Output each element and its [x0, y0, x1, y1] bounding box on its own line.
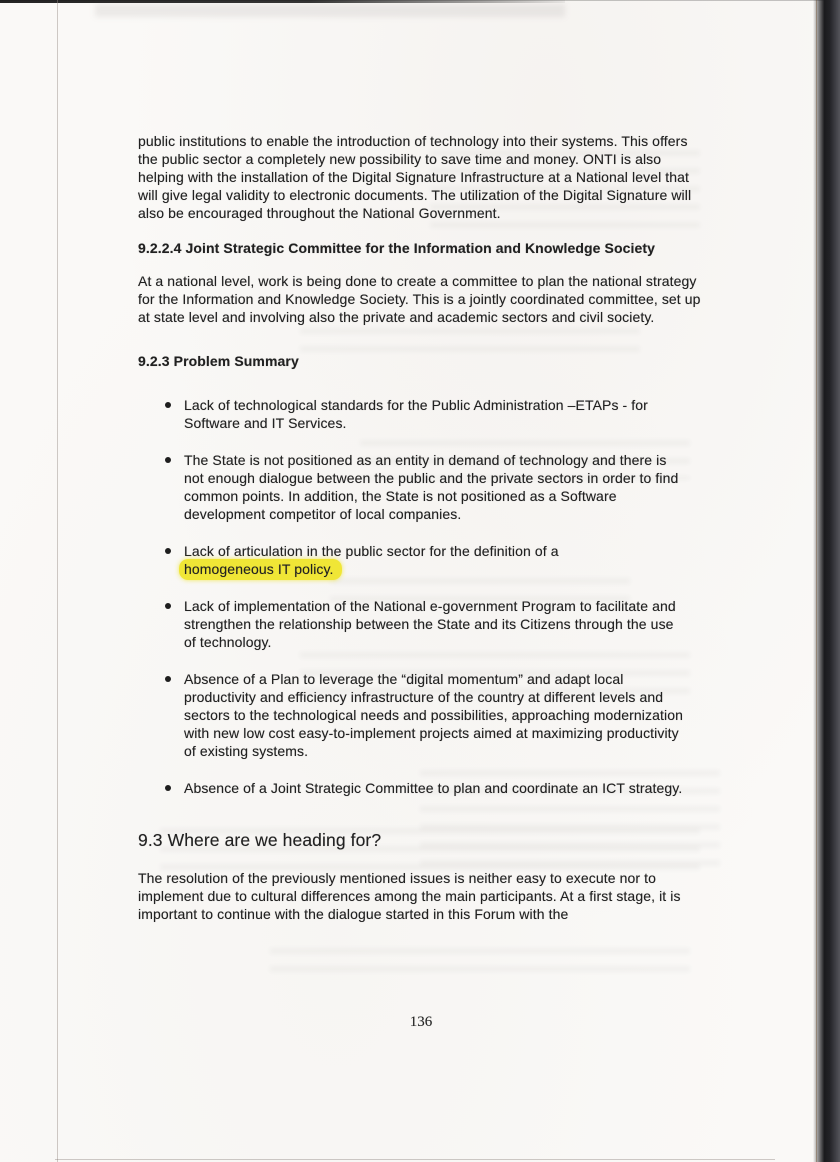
bullet-text: Absence of a Plan to leverage the “digital momentum” and adapt local productivity and efficiency infrastructure of the country at different levels and sectors to the technological needs and possibilities, approaching modernization with new low cost easy-to-implement projects aimed at maximizing productivity of existing systems. — [184, 671, 683, 759]
bullet-item — [184, 597, 689, 651]
bullet-text: Lack of technological standards for the Public Administration –ETAPs - for Software and IT Services. — [184, 397, 648, 431]
section-heading-9-2-2-4: 9.2.2.4 Joint Strategic Committee for the Information and Knowledge Society — [138, 240, 656, 256]
bullet-item-with-highlight — [184, 542, 689, 578]
section-9-2-2-4-paragraph: At a national level, work is being done to create a committee to plan the national strategy for the Information and Knowledge Society. This is a jointly coordinated committee, set up at state level and involving also the private and academic sectors and civil society. — [138, 273, 701, 325]
scan-top-smudge — [95, 4, 565, 17]
document-text-column — [138, 132, 704, 923]
bullet-text: Lack of implementation of the National e-government Program to facilitate and strengthen the relationship between the State and its Citizens through the use of technology. — [184, 598, 676, 650]
problem-summary-list — [138, 396, 704, 797]
bullet-item — [184, 779, 689, 797]
highlight-marker: homogeneous IT policy. — [179, 559, 342, 580]
bullet-item — [184, 451, 689, 523]
scan-right-edge-artifact — [813, 0, 840, 1162]
section-9-3-paragraph: The resolution of the previously mentioned issues is neither easy to execute nor to implement due to cultural differences among the main participants. At a first stage, it is important to continue with the dialogue started in this Forum with the — [138, 870, 681, 922]
bullet-text: The State is not positioned as an entity in demand of technology and there is not enough dialogue between the public and the private sectors in order to find common points. In addition, the State is not positioned as a Software development competitor of local companies. — [184, 452, 679, 522]
scan-top-edge-artifact — [0, 0, 565, 3]
bullet-text: Lack of articulation in the public sector for the definition of a — [184, 543, 559, 559]
scan-bottom-edge-artifact — [55, 1159, 775, 1160]
bleedthrough-smudge — [270, 948, 690, 984]
bullet-item — [184, 396, 689, 432]
intro-paragraph: public institutions to enable the introduction of technology into their systems. This offers the public sector a completely new possibility to save time and money. ONTI is also helping with the installation of the Digital Signature Infrastructure at a National level that will give legal validity to electronic documents. The utilization of the Digital Signature will also be encouraged throughout the National Government. — [138, 133, 692, 221]
bullet-text: Absence of a Joint Strategic Committee to plan and coordinate an ICT strategy. — [184, 780, 683, 796]
section-heading-9-2-3: 9.2.3 Problem Summary — [138, 353, 299, 369]
page-number: 136 — [409, 1014, 433, 1030]
bullet-item — [184, 670, 689, 760]
page-fold-line — [57, 0, 58, 1162]
section-heading-9-3: 9.3 Where are we heading for? — [138, 830, 382, 850]
